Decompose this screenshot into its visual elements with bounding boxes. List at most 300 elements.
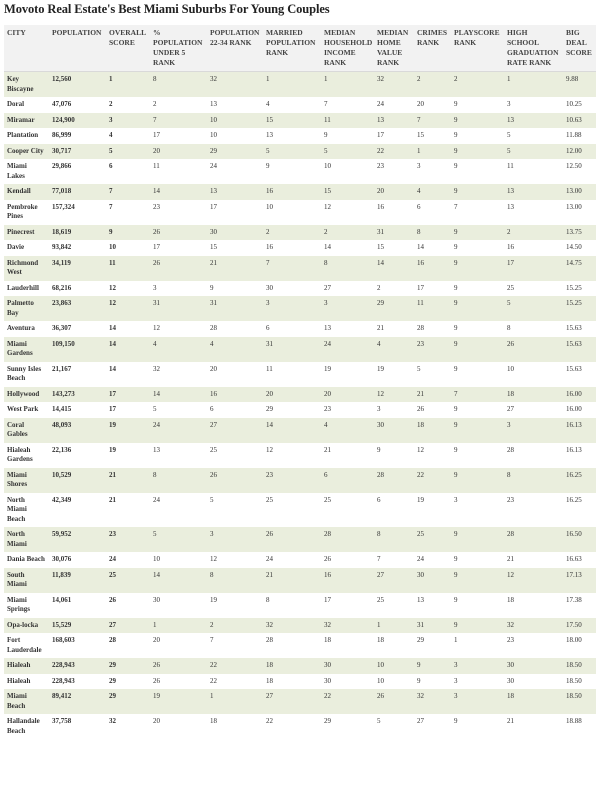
table-cell: 29	[207, 144, 263, 160]
table-cell: 9	[451, 144, 504, 160]
table-row	[4, 418, 596, 443]
table-cell: 18,619	[49, 225, 106, 241]
table-cell: 30	[504, 674, 563, 690]
table-cell: 5	[207, 493, 263, 528]
table-cell: 7	[451, 200, 504, 225]
table-cell: 27	[374, 568, 414, 593]
table-cell: 17	[106, 387, 150, 403]
table-cell: 7	[150, 113, 207, 129]
table-cell: 11.88	[563, 128, 596, 144]
table-cell: 9	[451, 113, 504, 129]
table-header-row	[4, 25, 596, 72]
table-cell: 34,119	[49, 256, 106, 281]
table-cell: 93,842	[49, 240, 106, 256]
table-cell: 10.63	[563, 113, 596, 129]
table-cell: 22	[414, 468, 451, 493]
table-cell: 2	[451, 72, 504, 98]
table-cell: 31	[414, 618, 451, 634]
table-row	[4, 402, 596, 418]
table-cell: 14.75	[563, 256, 596, 281]
table-cell: 2	[150, 97, 207, 113]
table-cell: 30	[374, 418, 414, 443]
city-cell: Miami Gardens	[4, 337, 49, 362]
table-cell: 24	[374, 97, 414, 113]
table-cell: 4	[321, 418, 374, 443]
table-cell: 29	[374, 296, 414, 321]
table-cell: 8	[504, 321, 563, 337]
table-cell: 21	[263, 568, 321, 593]
table-cell: 18	[504, 593, 563, 618]
table-cell: 17	[207, 200, 263, 225]
table-cell: 16	[374, 200, 414, 225]
table-cell: 24	[263, 552, 321, 568]
city-cell: Hollywood	[4, 387, 49, 403]
table-cell: 2	[414, 72, 451, 98]
table-cell: 5	[150, 527, 207, 552]
table-cell: 23	[504, 633, 563, 658]
column-header: CRIMES RANK	[414, 25, 451, 72]
table-cell: 77,018	[49, 184, 106, 200]
table-row	[4, 240, 596, 256]
table-cell: 20	[321, 387, 374, 403]
table-cell: 89,412	[49, 689, 106, 714]
page-title: Movoto Real Estate's Best Miami Suburbs For Young Couples	[4, 2, 330, 16]
city-cell: Plantation	[4, 128, 49, 144]
table-cell: 8	[150, 468, 207, 493]
table-cell: 9	[414, 658, 451, 674]
table-cell: 9	[451, 128, 504, 144]
table-cell: 9	[451, 362, 504, 387]
table-row	[4, 443, 596, 468]
table-cell: 18	[504, 387, 563, 403]
table-cell: 24	[414, 552, 451, 568]
column-header: MEDIAN HOUSEHOLD INCOME RANK	[321, 25, 374, 72]
table-row	[4, 113, 596, 129]
table-cell: 13.75	[563, 225, 596, 241]
table-row	[4, 225, 596, 241]
table-cell: 12	[414, 443, 451, 468]
table-cell: 3	[374, 402, 414, 418]
table-cell: 17.13	[563, 568, 596, 593]
column-header: % POPULATION UNDER 5 RANK	[150, 25, 207, 72]
table-cell: 16.25	[563, 493, 596, 528]
table-cell: 21	[374, 321, 414, 337]
table-cell: 25	[504, 281, 563, 297]
table-row	[4, 256, 596, 281]
table-cell: 30	[321, 674, 374, 690]
city-cell: Doral	[4, 97, 49, 113]
table-cell: 68,216	[49, 281, 106, 297]
table-cell: 12	[374, 387, 414, 403]
table-row	[4, 159, 596, 184]
table-cell: 32	[150, 362, 207, 387]
table-cell: 1	[451, 633, 504, 658]
city-cell: Richmond West	[4, 256, 49, 281]
table-row	[4, 552, 596, 568]
table-cell: 28	[106, 633, 150, 658]
city-cell: Pembroke Pines	[4, 200, 49, 225]
table-cell: 16	[321, 568, 374, 593]
table-cell: 25	[374, 593, 414, 618]
table-cell: 13	[504, 113, 563, 129]
table-cell: 9	[451, 240, 504, 256]
table-cell: 26	[106, 593, 150, 618]
city-cell: Aventura	[4, 321, 49, 337]
table-cell: 9	[451, 225, 504, 241]
table-cell: 13	[414, 593, 451, 618]
table-cell: 9	[263, 159, 321, 184]
table-cell: 22	[263, 714, 321, 739]
table-cell: 3	[504, 97, 563, 113]
table-cell: 20	[263, 387, 321, 403]
city-cell: Opa-locka	[4, 618, 49, 634]
table-cell: 12	[504, 568, 563, 593]
table-cell: 23	[414, 337, 451, 362]
table-row	[4, 337, 596, 362]
table-cell: 5	[106, 144, 150, 160]
table-cell: 15	[374, 240, 414, 256]
table-cell: 18	[414, 418, 451, 443]
table-row	[4, 97, 596, 113]
table-cell: 15,529	[49, 618, 106, 634]
table-cell: 13	[374, 113, 414, 129]
table-cell: 1	[150, 618, 207, 634]
table-cell: 17	[321, 593, 374, 618]
table-cell: 7	[263, 256, 321, 281]
table-cell: 9	[414, 674, 451, 690]
table-cell: 7	[207, 633, 263, 658]
table-cell: 8	[504, 468, 563, 493]
table-cell: 16	[414, 256, 451, 281]
table-cell: 228,943	[49, 674, 106, 690]
table-cell: 9	[451, 552, 504, 568]
table-cell: 5	[504, 128, 563, 144]
table-cell: 30	[207, 225, 263, 241]
table-cell: 21	[321, 443, 374, 468]
table-cell: 30	[263, 281, 321, 297]
table-cell: 17	[150, 240, 207, 256]
table-cell: 17	[106, 402, 150, 418]
table-cell: 18.50	[563, 674, 596, 690]
table-cell: 109,150	[49, 337, 106, 362]
table-cell: 7	[321, 97, 374, 113]
table-cell: 22	[207, 674, 263, 690]
table-cell: 17	[374, 128, 414, 144]
table-cell: 25	[414, 527, 451, 552]
table-cell: 10	[374, 658, 414, 674]
table-cell: 3	[451, 658, 504, 674]
table-cell: 6	[207, 402, 263, 418]
table-cell: 25	[106, 568, 150, 593]
table-cell: 26	[321, 552, 374, 568]
table-cell: 22,136	[49, 443, 106, 468]
table-cell: 29	[106, 689, 150, 714]
table-cell: 9	[451, 159, 504, 184]
table-cell: 9	[451, 593, 504, 618]
table-cell: 3	[263, 296, 321, 321]
table-cell: 2	[374, 281, 414, 297]
table-cell: 15.63	[563, 337, 596, 362]
table-cell: 19	[321, 362, 374, 387]
table-cell: 14	[321, 240, 374, 256]
table-cell: 9	[451, 618, 504, 634]
table-cell: 24	[150, 493, 207, 528]
city-cell: Cooper City	[4, 144, 49, 160]
city-cell: Miami Beach	[4, 689, 49, 714]
table-cell: 6	[414, 200, 451, 225]
table-cell: 10	[106, 240, 150, 256]
table-row	[4, 72, 596, 98]
table-cell: 8	[414, 225, 451, 241]
table-row	[4, 281, 596, 297]
table-cell: 29,866	[49, 159, 106, 184]
table-cell: 4	[150, 337, 207, 362]
table-row	[4, 128, 596, 144]
table-cell: 2	[321, 225, 374, 241]
table-cell: 14	[263, 418, 321, 443]
table-row	[4, 321, 596, 337]
table-row	[4, 468, 596, 493]
table-cell: 59,952	[49, 527, 106, 552]
table-cell: 2	[263, 225, 321, 241]
table-row	[4, 493, 596, 528]
table-cell: 20	[414, 97, 451, 113]
table-cell: 20	[150, 714, 207, 739]
table-row	[4, 593, 596, 618]
table-cell: 15.63	[563, 362, 596, 387]
table-cell: 9	[451, 256, 504, 281]
table-cell: 11,839	[49, 568, 106, 593]
table-row	[4, 362, 596, 387]
table-cell: 10,529	[49, 468, 106, 493]
table-cell: 25	[207, 443, 263, 468]
table-cell: 157,324	[49, 200, 106, 225]
table-cell: 14.50	[563, 240, 596, 256]
table-cell: 24	[207, 159, 263, 184]
table-cell: 16	[207, 387, 263, 403]
table-cell: 19	[207, 593, 263, 618]
table-cell: 11	[504, 159, 563, 184]
table-cell: 16.00	[563, 402, 596, 418]
column-header: HIGH SCHOOL GRADUATION RATE RANK	[504, 25, 563, 72]
city-cell: Fort Lauderdale	[4, 633, 49, 658]
table-cell: 32	[504, 618, 563, 634]
table-cell: 17	[150, 128, 207, 144]
table-cell: 26	[207, 468, 263, 493]
table-cell: 30,717	[49, 144, 106, 160]
table-cell: 21	[414, 387, 451, 403]
table-cell: 14,415	[49, 402, 106, 418]
table-cell: 26	[150, 256, 207, 281]
table-cell: 16	[263, 184, 321, 200]
table-cell: 5	[150, 402, 207, 418]
column-header: MEDIAN HOME VALUE RANK	[374, 25, 414, 72]
table-cell: 1	[106, 72, 150, 98]
table-cell: 228,943	[49, 658, 106, 674]
city-cell: Lauderhill	[4, 281, 49, 297]
table-cell: 13	[207, 97, 263, 113]
table-cell: 25	[263, 493, 321, 528]
table-cell: 28	[374, 468, 414, 493]
column-header: POPULATION 22-34 RANK	[207, 25, 263, 72]
column-header: BIG DEAL SCORE	[563, 25, 596, 72]
table-cell: 16.13	[563, 443, 596, 468]
city-cell: South Miami	[4, 568, 49, 593]
table-cell: 27	[321, 281, 374, 297]
table-cell: 32	[374, 72, 414, 98]
city-cell: Pinecrest	[4, 225, 49, 241]
table-cell: 25	[321, 493, 374, 528]
table-cell: 28	[207, 321, 263, 337]
table-cell: 32	[321, 618, 374, 634]
table-cell: 11	[150, 159, 207, 184]
table-cell: 28	[414, 321, 451, 337]
table-cell: 18.50	[563, 689, 596, 714]
table-cell: 14	[150, 184, 207, 200]
city-cell: Hialeah	[4, 674, 49, 690]
table-cell: 9	[451, 281, 504, 297]
table-cell: 18	[374, 633, 414, 658]
city-cell: Davie	[4, 240, 49, 256]
table-cell: 14,061	[49, 593, 106, 618]
table-cell: 11	[321, 113, 374, 129]
table-cell: 29	[106, 674, 150, 690]
table-body	[4, 72, 596, 740]
table-cell: 19	[106, 418, 150, 443]
table-cell: 3	[321, 296, 374, 321]
city-cell: Hialeah Gardens	[4, 443, 49, 468]
table-cell: 6	[263, 321, 321, 337]
table-row	[4, 568, 596, 593]
table-cell: 8	[374, 527, 414, 552]
table-cell: 18.50	[563, 658, 596, 674]
table-cell: 9	[451, 714, 504, 739]
table-cell: 15.25	[563, 296, 596, 321]
city-cell: North Miami Beach	[4, 493, 49, 528]
table-cell: 12	[207, 552, 263, 568]
table-cell: 1	[504, 72, 563, 98]
table-cell: 7	[414, 113, 451, 129]
table-cell: 21	[106, 493, 150, 528]
table-cell: 4	[207, 337, 263, 362]
table-cell: 19	[374, 362, 414, 387]
city-cell: Dania Beach	[4, 552, 49, 568]
table-cell: 2	[106, 97, 150, 113]
table-cell: 14	[106, 337, 150, 362]
table-cell: 13.00	[563, 200, 596, 225]
table-cell: 5	[374, 714, 414, 739]
table-cell: 12	[106, 296, 150, 321]
table-cell: 9	[451, 97, 504, 113]
table-cell: 2	[504, 225, 563, 241]
table-cell: 15	[321, 184, 374, 200]
table-cell: 29	[106, 658, 150, 674]
table-cell: 16.00	[563, 387, 596, 403]
table-row	[4, 527, 596, 552]
table-cell: 6	[321, 468, 374, 493]
table-cell: 23	[321, 402, 374, 418]
table-cell: 26	[504, 337, 563, 362]
table-cell: 13	[207, 184, 263, 200]
table-cell: 13	[504, 184, 563, 200]
table-cell: 36,307	[49, 321, 106, 337]
table-cell: 28	[321, 527, 374, 552]
table-cell: 18	[263, 674, 321, 690]
table-cell: 18	[207, 714, 263, 739]
column-header: OVERALL SCORE	[106, 25, 150, 72]
table-cell: 17	[414, 281, 451, 297]
table-cell: 13	[504, 200, 563, 225]
table-row	[4, 184, 596, 200]
table-cell: 21	[504, 714, 563, 739]
table-cell: 16.63	[563, 552, 596, 568]
city-cell: North Miami	[4, 527, 49, 552]
table-cell: 29	[321, 714, 374, 739]
table-cell: 9	[451, 402, 504, 418]
table-cell: 21,167	[49, 362, 106, 387]
table-cell: 9	[451, 184, 504, 200]
table-cell: 15	[414, 128, 451, 144]
table-cell: 15.63	[563, 321, 596, 337]
table-cell: 1	[321, 72, 374, 98]
table-cell: 32	[263, 618, 321, 634]
table-cell: 5	[263, 144, 321, 160]
table-cell: 26	[150, 674, 207, 690]
table-cell: 22	[321, 689, 374, 714]
table-cell: 11	[414, 296, 451, 321]
table-cell: 24	[150, 418, 207, 443]
table-cell: 21	[504, 552, 563, 568]
table-cell: 12.50	[563, 159, 596, 184]
table-cell: 1	[414, 144, 451, 160]
table-cell: 8	[263, 593, 321, 618]
table-cell: 23	[374, 159, 414, 184]
table-row	[4, 674, 596, 690]
city-cell: Miami Shores	[4, 468, 49, 493]
table-cell: 5	[504, 296, 563, 321]
table-cell: 13	[150, 443, 207, 468]
table-cell: 15	[263, 113, 321, 129]
table-cell: 23	[106, 527, 150, 552]
table-row	[4, 296, 596, 321]
city-cell: Key Biscayne	[4, 72, 49, 98]
table-cell: 4	[374, 337, 414, 362]
table-cell: 12	[321, 200, 374, 225]
city-cell: Hallandale Beach	[4, 714, 49, 739]
table-cell: 23	[263, 468, 321, 493]
table-cell: 9.88	[563, 72, 596, 98]
table-cell: 124,900	[49, 113, 106, 129]
table-cell: 9	[106, 225, 150, 241]
table-row	[4, 714, 596, 739]
table-row	[4, 200, 596, 225]
table-cell: 17	[504, 256, 563, 281]
city-cell: Palmetto Bay	[4, 296, 49, 321]
table-cell: 12	[263, 443, 321, 468]
table-cell: 4	[263, 97, 321, 113]
table-cell: 7	[106, 184, 150, 200]
column-header: CITY	[4, 25, 49, 72]
table-cell: 86,999	[49, 128, 106, 144]
table-row	[4, 689, 596, 714]
suburbs-table	[4, 25, 596, 739]
table-cell: 9	[321, 128, 374, 144]
table-cell: 23,863	[49, 296, 106, 321]
table-cell: 29	[263, 402, 321, 418]
table-cell: 31	[263, 337, 321, 362]
table-cell: 6	[374, 493, 414, 528]
table-cell: 20	[150, 633, 207, 658]
